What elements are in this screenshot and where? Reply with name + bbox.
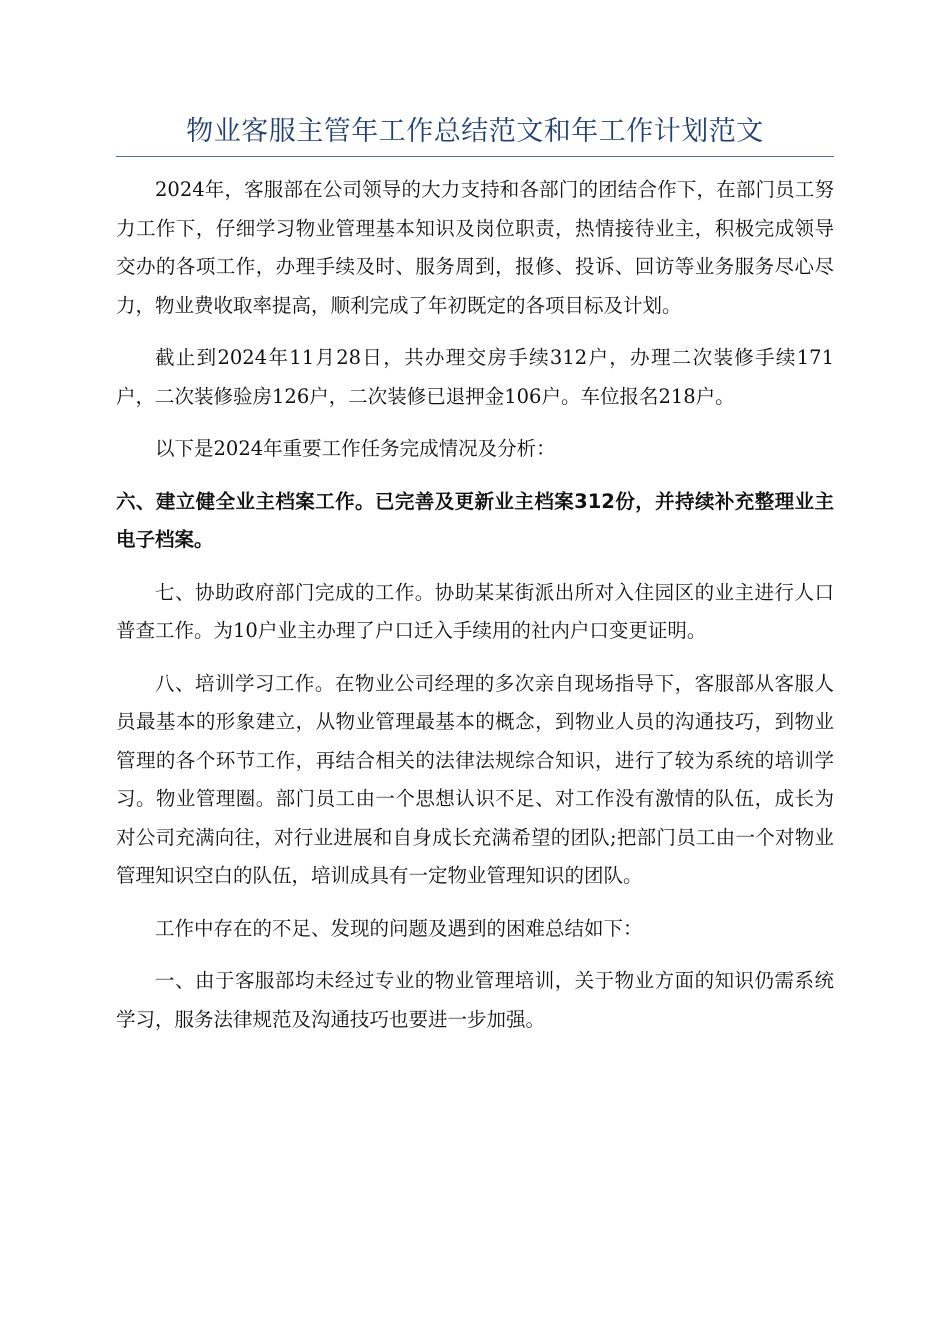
paragraph-statistics: 截止到2024年11月28日，共办理交房手续312户，办理二次装修手续171户，二次装修验房126户，二次装修已退押金106户。车位报名218户。: [116, 346, 834, 408]
paragraph-training: 八、培训学习工作。在物业公司经理的多次亲自现场指导下，客服部从客服人员最基本的形象建立，从物业管理最基本的概念，到物业人员的沟通技巧，到物业管理的各个环节工作，再结合相关的法律法规综合知识，进行了较为系统的培训学习。物业管理圈。部门员工由一个思想认识不足、对工作没有激情的队伍，成长为对公司充满向往，对行业进展和自身成长充满希望的团队;把部门员工由一个对物业管理知识空白的队伍，培训成具有一定物业管理知识的团队。: [116, 671, 834, 887]
paragraph-problem-one: 一、由于客服部均未经过专业的物业管理培训，关于物业方面的知识仍需系统学习，服务法律规范及沟通技巧也要进一步加强。: [116, 969, 834, 1031]
paragraph-owner-archives: 六、建立健全业主档案工作。已完善及更新业主档案312份，并持续补充整理业主电子档案。: [116, 489, 834, 551]
paragraph-government-assist: 七、协助政府部门完成的工作。协助某某街派出所对入住园区的业主进行人口普查工作。为10户业主办理了户口迁入手续用的社内户口变更证明。: [116, 580, 834, 642]
paragraph-intro-tasks: 以下是2024年重要工作任务完成情况及分析：: [155, 437, 556, 460]
paragraph-summary: 2024年，客服部在公司领导的大力支持和各部门的团结合作下，在部门员工努力工作下，仔细学习物业管理基本知识及岗位职责，热情接待业主，积极完成领导交办的各项工作，办理手续及时、服务周到，报修、投诉、回访等业务服务尽心尽力，物业费收取率提高，顺利完成了年初既定的各项目标及计划。: [116, 178, 834, 317]
document-body: [116, 171, 834, 1053]
paragraph-problems-intro: 工作中存在的不足、发现的问题及遇到的困难总结如下：: [155, 916, 643, 940]
title-block: [116, 112, 834, 157]
document-title: 物业客服主管年工作总结范文和年工作计划范文: [186, 116, 764, 147]
